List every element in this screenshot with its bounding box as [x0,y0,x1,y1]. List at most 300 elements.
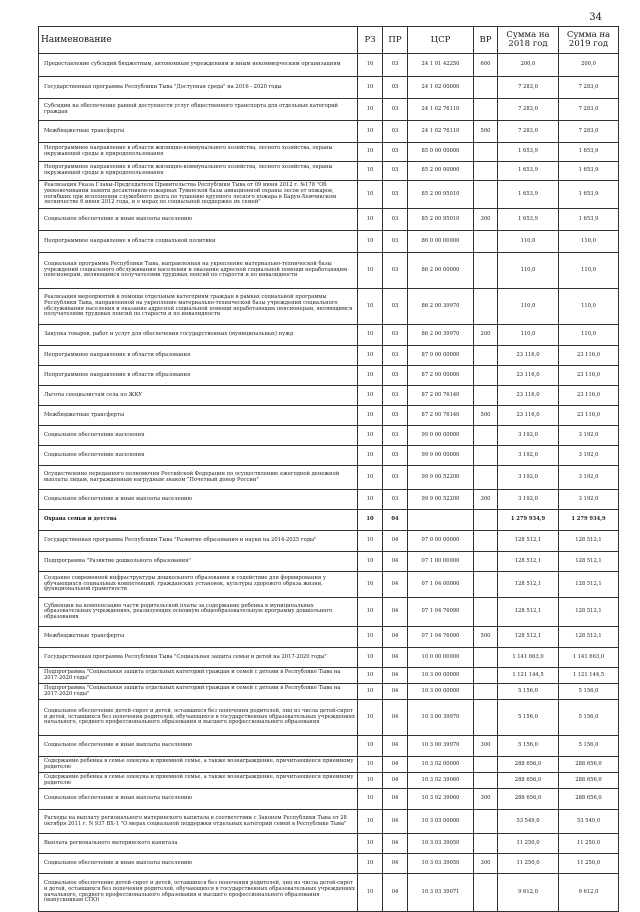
cell-rz: 10 [358,346,383,366]
cell-rz: 10 [358,648,383,668]
table-row [39,627,619,648]
cell-rz: 10 [358,446,383,466]
table-row [39,231,619,253]
cell-sum-2018: 1 141 663,0 [498,648,559,668]
cell-rz: 10 [358,789,383,810]
cell-vr: 200 [474,325,498,346]
cell-name: Осуществление переданного полномочия Российской Федерации по осуществлению ежегодной денежной выплаты лицам, награжденным нагрудным знаком "Почетный донор России" [39,466,358,490]
cell-vr: 300 [474,490,498,510]
table-row [39,325,619,346]
cell-rz: 10 [358,510,383,531]
cell-rz: 10 [358,810,383,834]
cell-csr: 85 2 00 95010 [408,209,474,231]
cell-rz: 10 [358,77,383,99]
cell-vr: 300 [474,854,498,874]
cell-name: Создание современной инфраструктуры дошкольного образования и содействие для формирования у обучающихся социальных компетенций, гражданских установок, культуры здорового образа жизни, функциональной грамотности [39,572,358,598]
cell-sum-2019: 1 653,9 [559,181,619,209]
table-row [39,668,619,684]
col-header-name: Наименование [39,27,358,54]
cell-sum-2018: 1 121 144,5 [498,668,559,684]
cell-sum-2018: 23 116,0 [498,346,559,366]
cell-rz: 10 [358,406,383,426]
cell-vr [474,346,498,366]
cell-sum-2018: 1 653,9 [498,162,559,181]
cell-sum-2018: 288 656,0 [498,757,559,773]
cell-rz: 10 [358,531,383,552]
col-header-csr: ЦСР [408,27,474,54]
cell-pr: 04 [383,757,408,773]
cell-sum-2018: 5 156,0 [498,684,559,700]
cell-sum-2019: 128 512,1 [559,598,619,627]
cell-sum-2018: 23 116,0 [498,386,559,406]
table-row [39,162,619,181]
cell-pr: 03 [383,253,408,289]
table-row [39,874,619,912]
cell-vr [474,572,498,598]
cell-rz: 10 [358,736,383,757]
table-row [39,426,619,446]
cell-name: Социальное обеспечение населения [39,426,358,446]
cell-name: Социальное обеспечение и иные выплаты населению [39,736,358,757]
cell-pr: 03 [383,386,408,406]
cell-sum-2018: 11 250,0 [498,854,559,874]
cell-pr: 03 [383,446,408,466]
cell-csr: 10 3 03 39050 [408,854,474,874]
cell-sum-2018: 7 283,0 [498,99,559,121]
table-row [39,854,619,874]
cell-sum-2018: 1 653,9 [498,143,559,162]
cell-rz: 10 [358,366,383,386]
cell-sum-2018: 128 512,1 [498,531,559,552]
cell-sum-2018: 128 512,1 [498,627,559,648]
cell-sum-2018: 1 279 934,9 [498,510,559,531]
cell-vr: 500 [474,627,498,648]
cell-name: Социальное обеспечение и иные выплаты населению [39,490,358,510]
cell-vr [474,426,498,446]
cell-vr [474,668,498,684]
cell-rz: 10 [358,143,383,162]
cell-vr [474,510,498,531]
cell-rz: 10 [358,757,383,773]
cell-csr: 99 9 00 00000 [408,446,474,466]
cell-pr: 03 [383,366,408,386]
cell-vr [474,598,498,627]
cell-sum-2019: 128 512,1 [559,572,619,598]
cell-name: Межбюджетные трансферты [39,121,358,143]
cell-csr: 10 3 02 39060 [408,789,474,810]
cell-sum-2019: 110,0 [559,325,619,346]
cell-csr: 07 1 04 00000 [408,572,474,598]
cell-sum-2018: 3 192,0 [498,426,559,446]
cell-sum-2019: 11 250,0 [559,834,619,854]
cell-sum-2019: 1 279 934,9 [559,510,619,531]
table-row [39,366,619,386]
table-row [39,99,619,121]
cell-name: Государственная программа Республики Тыва "Развитие образования и науки на 2014-2025 годы" [39,531,358,552]
cell-csr: 07 1 04 76090 [408,627,474,648]
cell-rz: 10 [358,834,383,854]
cell-sum-2019: 288 656,0 [559,757,619,773]
cell-rz: 10 [358,289,383,325]
cell-sum-2019: 23 116,0 [559,386,619,406]
cell-pr: 04 [383,854,408,874]
cell-vr [474,289,498,325]
cell-name: Социальное обеспечение и иные выплаты населению [39,789,358,810]
cell-vr [474,810,498,834]
cell-name: Субвенции на компенсацию части родительской платы за содержание ребенка в муниципальных образовательных учреждениях, реализующих основную общеобразовательную программу дошкольного образования [39,598,358,627]
cell-rz: 10 [358,209,383,231]
table-row [39,77,619,99]
cell-csr: 99 9 00 52200 [408,490,474,510]
cell-vr [474,446,498,466]
cell-sum-2018: 5 156,0 [498,700,559,736]
cell-csr: 24 1 02 00000 [408,77,474,99]
cell-csr: 10 0 00 00000 [408,648,474,668]
cell-name: Предоставление субсидий бюджетным, автономным учреждениям и иным некоммерческим организациям [39,54,358,77]
cell-sum-2019: 3 192,0 [559,490,619,510]
cell-rz: 10 [358,253,383,289]
cell-sum-2019: 110,0 [559,253,619,289]
cell-vr [474,99,498,121]
cell-sum-2019: 11 250,0 [559,854,619,874]
cell-sum-2019: 3 192,0 [559,466,619,490]
table-row [39,289,619,325]
cell-sum-2018: 110,0 [498,325,559,346]
cell-name: Непрограммное направление в области жилищно-коммунального хозяйства, лесного хозяйства, охраны окружающей среды и природопользования [39,162,358,181]
table-row [39,346,619,366]
cell-pr: 03 [383,209,408,231]
cell-csr: 85 0 00 00000 [408,143,474,162]
cell-vr [474,181,498,209]
cell-rz: 10 [358,854,383,874]
cell-sum-2019: 23 116,0 [559,406,619,426]
cell-rz: 10 [358,684,383,700]
cell-csr: 87 2 00 00000 [408,366,474,386]
cell-rz: 10 [358,426,383,446]
cell-name: Расходы на выплату регионального материнского капитала в соответствии с Законом Республики Тыва от 28 октября 2011 г. N 937 ВХ-1 "О мерах социальной поддержки отдельных категорий семей в Республике Тыва" [39,810,358,834]
cell-name: Подпрограмма "Социальная защита отдельных категорий граждан и семей с детьми в Республике Тыва на 2017-2020 годы" [39,684,358,700]
cell-rz: 10 [358,121,383,143]
cell-csr: 10 3 00 00000 [408,668,474,684]
cell-sum-2018: 288 656,0 [498,789,559,810]
cell-pr: 04 [383,834,408,854]
table-row [39,789,619,810]
cell-pr: 03 [383,406,408,426]
page-number: 34 [589,12,602,23]
cell-pr: 04 [383,736,408,757]
cell-sum-2018: 5 156,0 [498,736,559,757]
cell-pr: 03 [383,121,408,143]
cell-name: Государственная программа Республики Тыва "Доступная среда" на 2016 - 2020 годы [39,77,358,99]
cell-name: Содержание ребенка в семье опекуна и приемной семье, а также вознаграждение, причитающееся приемному родителю [39,773,358,789]
cell-csr: 10 3 02 39060 [408,773,474,789]
table-row [39,466,619,490]
cell-csr: 85 2 00 95010 [408,181,474,209]
cell-pr: 03 [383,181,408,209]
cell-rz: 10 [358,874,383,912]
cell-name: Непрограммное направление в области социальной политики [39,231,358,253]
cell-vr [474,773,498,789]
cell-sum-2019: 1 653,9 [559,209,619,231]
cell-rz: 10 [358,386,383,406]
cell-name: Закупка товаров, работ и услуг для обеспечения государственных (муниципальных) нужд [39,325,358,346]
cell-sum-2018: 110,0 [498,253,559,289]
cell-vr [474,366,498,386]
cell-rz: 10 [358,466,383,490]
table-row [39,552,619,572]
cell-pr: 04 [383,531,408,552]
cell-pr: 03 [383,143,408,162]
cell-name: Межбюджетные трансферты [39,627,358,648]
cell-sum-2018: 128 512,1 [498,572,559,598]
cell-sum-2018: 7 283,0 [498,77,559,99]
cell-name: Подпрограмма "Развитие дошкольного образования" [39,552,358,572]
table-row [39,490,619,510]
cell-sum-2019: 53 549,0 [559,810,619,834]
cell-name: Непрограммное направление в области жилищно-коммунального хозяйства, лесного хозяйства, охраны окружающей среды и природопользования [39,143,358,162]
cell-vr: 600 [474,54,498,77]
cell-vr [474,231,498,253]
cell-csr: 87 2 00 76140 [408,406,474,426]
cell-vr [474,143,498,162]
cell-pr: 03 [383,77,408,99]
cell-vr [474,77,498,99]
cell-sum-2018: 110,0 [498,289,559,325]
cell-csr: 86 2 00 39970 [408,325,474,346]
cell-sum-2019: 3 192,0 [559,426,619,446]
cell-sum-2018: 128 512,1 [498,552,559,572]
cell-csr: 87 2 00 76140 [408,386,474,406]
col-header-pr: ПР [383,27,408,54]
cell-sum-2018: 7 283,0 [498,121,559,143]
cell-sum-2019: 7 283,0 [559,77,619,99]
cell-vr [474,874,498,912]
table-row [39,684,619,700]
cell-sum-2019: 23 116,0 [559,346,619,366]
cell-sum-2019: 110,0 [559,231,619,253]
cell-vr [474,466,498,490]
cell-rz: 10 [358,700,383,736]
cell-pr: 04 [383,700,408,736]
cell-sum-2019: 128 512,1 [559,552,619,572]
cell-rz: 10 [358,572,383,598]
cell-pr: 03 [383,490,408,510]
cell-csr: 10 3 03 00000 [408,810,474,834]
cell-name: Выплата регионального материнского капитала [39,834,358,854]
cell-pr: 04 [383,552,408,572]
cell-csr: 24 1 01 42250 [408,54,474,77]
cell-pr: 03 [383,99,408,121]
cell-csr: 07 1 04 76090 [408,598,474,627]
cell-pr: 04 [383,627,408,648]
cell-sum-2019: 288 656,0 [559,789,619,810]
col-header-vr: ВР [474,27,498,54]
cell-csr [408,510,474,531]
table-row [39,598,619,627]
cell-csr: 07 1 00 00000 [408,552,474,572]
cell-sum-2019: 1 141 663,0 [559,648,619,668]
cell-sum-2019: 128 512,1 [559,531,619,552]
cell-sum-2018: 53 549,0 [498,810,559,834]
table-header-row [39,27,619,54]
table-row [39,773,619,789]
cell-name: Государственная программа Республики Тыва "Социальная защита семьи и детей на 2017-2020 годы" [39,648,358,668]
cell-pr: 04 [383,874,408,912]
cell-name: Социальная программа Республики Тыва, направленная на укрепление материально-технической базы учреждений социального обслуживания населения и оказание адресной социальной помощи неработающим пенсионерам, являющимся получателями трудовых пенсий по старости и по инвалидности [39,253,358,289]
cell-csr: 99 9 00 52200 [408,466,474,490]
cell-vr: 300 [474,736,498,757]
cell-pr: 03 [383,54,408,77]
cell-name: Субсидии на обеспечение равной доступности услуг общественного транспорта для отдельных категорий граждан [39,99,358,121]
cell-pr: 04 [383,773,408,789]
cell-pr: 03 [383,466,408,490]
cell-pr: 03 [383,289,408,325]
cell-pr: 03 [383,346,408,366]
cell-csr: 10 3 00 39970 [408,700,474,736]
cell-csr: 10 3 02 00000 [408,757,474,773]
cell-sum-2018: 1 653,9 [498,209,559,231]
col-header-sum-2018: Сумма на 2018 год [498,27,559,54]
table-row [39,510,619,531]
cell-vr [474,162,498,181]
cell-sum-2019: 23 116,0 [559,366,619,386]
cell-sum-2019: 3 192,0 [559,446,619,466]
cell-name: Непрограммное направление в области образования [39,366,358,386]
cell-name: Социальное обеспечение населения [39,446,358,466]
cell-csr: 10 3 00 00000 [408,684,474,700]
cell-vr: 500 [474,121,498,143]
table-row [39,700,619,736]
cell-sum-2019: 1 653,9 [559,162,619,181]
table-row [39,209,619,231]
cell-csr: 99 0 00 00000 [408,426,474,446]
cell-pr: 03 [383,426,408,446]
table-row [39,757,619,773]
cell-sum-2018: 288 656,0 [498,773,559,789]
table-row [39,143,619,162]
cell-sum-2018: 3 192,0 [498,446,559,466]
cell-pr: 04 [383,510,408,531]
cell-pr: 03 [383,231,408,253]
col-header-sum-2019: Сумма на 2019 год [559,27,619,54]
cell-vr: 300 [474,209,498,231]
cell-rz: 10 [358,627,383,648]
cell-rz: 10 [358,181,383,209]
cell-sum-2019: 7 283,0 [559,99,619,121]
cell-sum-2018: 128 512,1 [498,598,559,627]
cell-sum-2019: 9 612,0 [559,874,619,912]
cell-name: Непрограммное направление в области образования [39,346,358,366]
cell-sum-2019: 7 283,0 [559,121,619,143]
table-row [39,54,619,77]
cell-sum-2018: 3 192,0 [498,466,559,490]
cell-name: Социальное обеспечение и иные выплаты населению [39,854,358,874]
cell-name: Охрана семьи и детства [39,510,358,531]
cell-sum-2019: 1 653,9 [559,143,619,162]
cell-vr [474,552,498,572]
cell-sum-2018: 110,0 [498,231,559,253]
cell-sum-2018: 9 612,0 [498,874,559,912]
cell-rz: 10 [358,54,383,77]
cell-pr: 04 [383,598,408,627]
cell-rz: 10 [358,598,383,627]
cell-rz: 10 [358,325,383,346]
cell-vr [474,700,498,736]
cell-sum-2018: 23 116,0 [498,406,559,426]
cell-name: Содержание ребенка в семье опекуна и приемной семье, а также вознаграждение, причитающееся приемному родителю [39,757,358,773]
cell-csr: 86 0 00 00000 [408,231,474,253]
cell-csr: 24 1 02 76110 [408,121,474,143]
cell-csr: 07 0 00 00000 [408,531,474,552]
cell-csr: 24 1 02 76110 [408,99,474,121]
cell-name: Социальное обеспечение и иные выплаты населению [39,209,358,231]
cell-rz: 10 [358,99,383,121]
cell-csr: 10 3 03 39071 [408,874,474,912]
cell-pr: 04 [383,810,408,834]
cell-vr: 500 [474,406,498,426]
table-row [39,406,619,426]
table-row [39,810,619,834]
cell-sum-2019: 110,0 [559,289,619,325]
cell-rz: 10 [358,552,383,572]
cell-pr: 04 [383,572,408,598]
cell-name: Межбюджетные трансферты [39,406,358,426]
table-row [39,446,619,466]
cell-sum-2018: 1 653,9 [498,181,559,209]
cell-rz: 10 [358,668,383,684]
cell-name: Реализация Указа Главы-Председателя Правительства Республики Тыва от 09 июня 2012 г. №178 "Об увековечивании памяти десантников-пожарных Тувинской базы авиационной охраны лесов от пожаров, погибших при исполнении служебного долга по тушению крупного лесного пожара в Барун-Хемчикском лесничестве 6 июня 2012 года, и о мерах по социальной поддержке их семей" [39,181,358,209]
cell-csr: 86 2 00 00000 [408,253,474,289]
cell-csr: 10 3 00 39970 [408,736,474,757]
table-row [39,121,619,143]
cell-vr: 300 [474,789,498,810]
table-row [39,736,619,757]
cell-sum-2019: 5 156,0 [559,736,619,757]
table-row [39,386,619,406]
cell-vr [474,834,498,854]
cell-sum-2018: 200,0 [498,54,559,77]
cell-name: Подпрограмма "Социальная защита отдельных категорий граждан и семей с детьми в Республике Тыва на 2017-2020 годы" [39,668,358,684]
cell-pr: 04 [383,684,408,700]
cell-sum-2018: 11 250,0 [498,834,559,854]
cell-vr [474,531,498,552]
cell-pr: 03 [383,162,408,181]
table-row [39,531,619,552]
cell-sum-2019: 5 156,0 [559,700,619,736]
cell-pr: 04 [383,789,408,810]
cell-rz: 10 [358,162,383,181]
cell-rz: 10 [358,231,383,253]
cell-vr [474,684,498,700]
table-row [39,253,619,289]
cell-pr: 04 [383,668,408,684]
table-row [39,181,619,209]
budget-table [38,26,619,912]
cell-name: Реализация мероприятий в помощи отдельным категориям граждан в рамках социальной программы Республики Тыва, направленной на укрепление материально-технической базы учреждений социального обслуживания населения и оказание адресной социальной помощи неработающим пенсионерам, являющимся получателями трудовых пенсий по старости и по инвалидности [39,289,358,325]
cell-name: Социальное обеспечение детей-сирот и детей, оставшихся без попечения родителей, лиц из числа детей-сирот и детей, оставшихся без попечения родителей, обучающихся в государственных образовательных учреждениях начального, среднего профессионального образования и высшего профессионального образования [39,700,358,736]
cell-rz: 10 [358,490,383,510]
cell-name: Льготы специалистам села по ЖКУ [39,386,358,406]
table-row [39,648,619,668]
col-header-rz: РЗ [358,27,383,54]
table-row [39,834,619,854]
cell-csr: 87 0 00 00000 [408,346,474,366]
cell-pr: 04 [383,648,408,668]
cell-vr [474,648,498,668]
cell-sum-2018: 3 192,0 [498,490,559,510]
cell-sum-2019: 288 656,0 [559,773,619,789]
cell-sum-2019: 5 156,0 [559,684,619,700]
